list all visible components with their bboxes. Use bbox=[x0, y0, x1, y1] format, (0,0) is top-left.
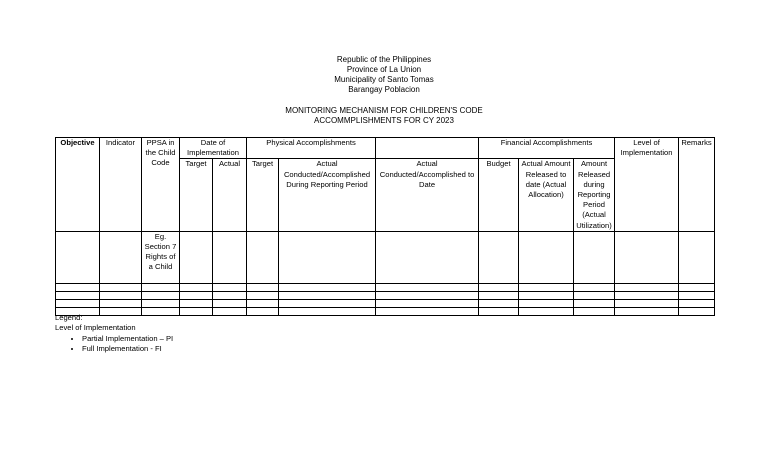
table-row bbox=[56, 231, 715, 283]
table-row bbox=[56, 283, 715, 291]
document-header bbox=[0, 55, 768, 95]
monitoring-table bbox=[55, 137, 715, 316]
col-physical-blank bbox=[376, 138, 479, 159]
col-remarks: Remarks bbox=[679, 138, 715, 232]
col-date-target: Target bbox=[180, 159, 213, 231]
legend-heading: Level of Implementation bbox=[55, 323, 136, 333]
col-ppsa: PPSA in the Child Code bbox=[142, 138, 180, 232]
document-title bbox=[0, 106, 768, 126]
table-row bbox=[56, 291, 715, 299]
legend bbox=[55, 313, 173, 354]
col-date-of-implementation: Date of Implementation bbox=[180, 138, 247, 159]
legend-item: • Partial Implementation – PI bbox=[82, 334, 173, 344]
col-phys-target: Target bbox=[247, 159, 279, 231]
col-level-of-implementation: Level of Implementation bbox=[615, 138, 679, 232]
col-fin-actual-released: Actual Amount Released to date (Actual Allocation) bbox=[519, 159, 574, 231]
col-fin-budget: Budget bbox=[479, 159, 519, 231]
header-municipality: Municipality of Santo Tomas bbox=[334, 75, 434, 84]
header-province: Province of La Union bbox=[346, 65, 422, 74]
col-physical-accomplishments: Physical Accomplishments bbox=[247, 138, 376, 159]
title-line-1: MONITORING MECHANISM FOR CHILDREN'S CODE bbox=[285, 106, 483, 115]
col-objective: Objective bbox=[56, 138, 100, 232]
example-ppsa-cell: Eg. Section 7 Rights of a Child bbox=[142, 231, 180, 283]
legend-list bbox=[55, 334, 173, 355]
title-line-2: ACCOMMPLISHMENTS FOR CY 2023 bbox=[314, 116, 454, 125]
col-fin-amount-period: Amount Released during Reporting Period (Actual Utilization) bbox=[574, 159, 615, 231]
col-phys-actual-to-date: Actual Conducted/Accomplished to Date bbox=[376, 159, 479, 231]
legend-item: • Full Implementation - FI bbox=[82, 344, 173, 354]
col-date-actual: Actual bbox=[213, 159, 247, 231]
header-barangay: Barangay Poblacion bbox=[348, 85, 420, 94]
table-row bbox=[56, 299, 715, 307]
col-financial-accomplishments: Financial Accomplishments bbox=[479, 138, 615, 159]
legend-label: Legend: bbox=[55, 313, 83, 322]
col-indicator: Indicator bbox=[100, 138, 142, 232]
header-country: Republic of the Philippines bbox=[336, 55, 432, 64]
col-phys-actual-period: Actual Conducted/Accomplished During Reporting Period bbox=[279, 159, 376, 231]
